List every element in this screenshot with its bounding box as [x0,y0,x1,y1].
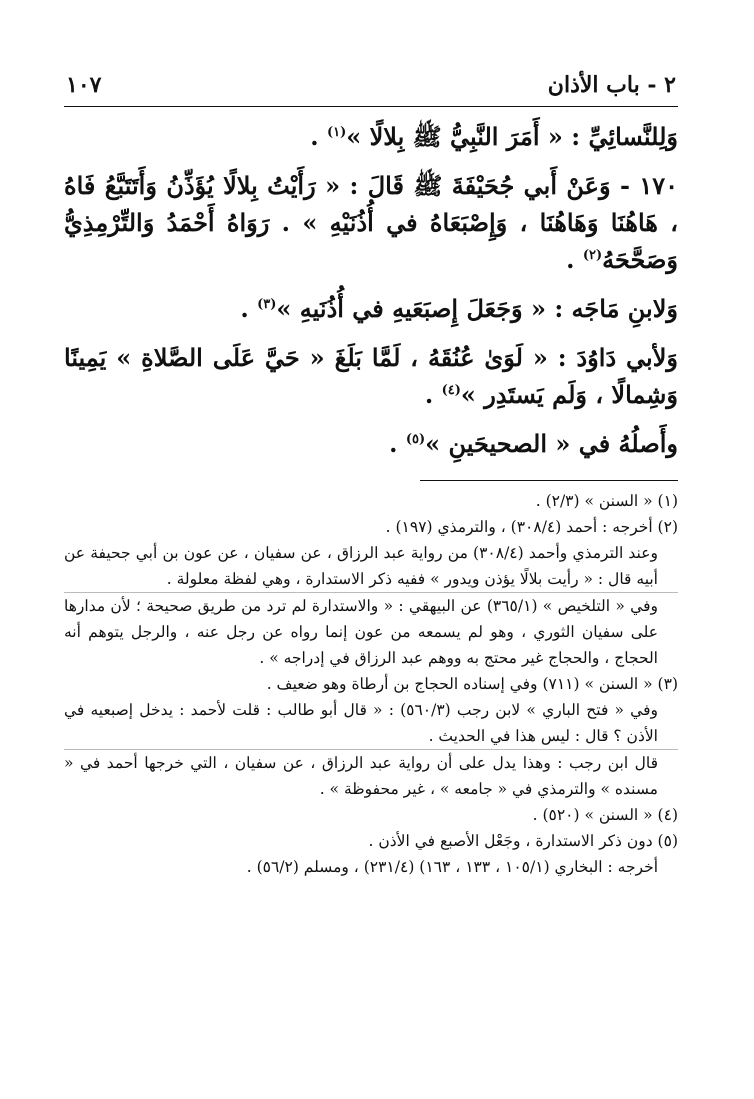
footnote-ref-3: (٣) [257,297,277,312]
hadith-170: ١٧٠ - وَعَنْ أَبي جُحَيْفَةَ ﷺ قَالَ : « رَأَيْتُ بِلالًا يُؤَذِّنُ وَأَتَتَبَّعُ فَاهُ ، هَاهُنَا وَهَاهُنَا ، وَإِصْبَعَاهُ في أُذُنَيْهِ » . رَوَاهُ أَحْمَدُ وَالتِّرْمِذِيُّ وَصَحَّحَهُ$^{(٢)}$ . [64,171,678,274]
chapter-title: ٢ - باب الأذان [547,72,676,98]
paragraph-nasai: وَلِلنَّسائِيِّ : « أَمَرَ النَّبِيُّ ﷺ بِلالًا »$^{(١)}$ . [310,122,678,151]
footnote-3: (٣) « السنن » (٧١١) وفي إسناده الحجاج بن أرطاة وهو ضعيف . [266,675,678,693]
footnote-3-continuation: وفي « فتح الباري » لابن رجب (٥٦٠/٣) : « قال أبو طالب : قلت لأحمد : يدخل إصبعيه في الأذن ؟ قال : ليس هذا في الحديث . [64,697,678,750]
footnote-divider [420,480,678,481]
paragraph-sahihayn: وأَصلُهُ في « الصحيحَينِ »$^{(٥)}$ . [389,429,678,458]
footnote-ref-1: (١) [326,125,347,140]
footnote-2: (٢) أخرجه : أحمد (٣٠٨/٤) ، والترمذي (١٩٧) . [385,518,678,536]
main-text [64,118,678,474]
footnote-2-continuation: وفي « التلخيص » (٣٦٥/١) عن البيهقي : « والاستدارة لم ترد من طريق صحيحة ؛ لأن مدارها على سفيان الثوري ، وهو لم يسمعه من عون إنما رواه عن رجل عنه ، والرجل يتوهم أنه الحجاج ، والحجاج غير محتج به ووهم عبد الرزاق في إدراجه » . [64,597,659,667]
footnote-2-continuation: وعند الترمذي وأحمد (٣٠٨/٤) من رواية عبد الرزاق ، عن سفيان ، عن عون بن أبي جحيفة عن أبيه قال : « رأيت بلالًا يؤذن ويدور » ففيه ذكر الاستدارة ، وهي لفظة معلولة . [64,540,678,593]
page-number: ١٠٧ [66,72,102,98]
footnote-ref-5: (٥) [405,432,426,447]
footnote-5-continuation: أخرجه : البخاري (١٠٥/١ ، ١٣٣ ، ١٦٣) (٢٣١/٤) ، ومسلم (٥٦/٢) . [246,858,658,876]
footnote-4: (٤) « السنن » (٥٢٠) . [532,806,678,824]
paragraph-abu-dawud: وَلأبي دَاوُدَ : « لَوَىٰ عُنُقَهُ ، لَمَّا بَلَغَ « حَيَّ عَلَى الصَّلاةِ » يَمِينًا وَشِمالًا ، وَلَم يَستَدِر »$^{(٤)}$ . [64,343,678,409]
paragraph-ibn-majah: وَلابنِ مَاجَه : « وَجَعَلَ إِصبَعَيهِ في أُذُنَيهِ »$^{(٣)}$ . [240,294,678,323]
footnote-1: (١) « السنن » (٢/٣) . [535,492,678,510]
page-header [64,70,678,107]
footnotes [64,488,678,880]
footnote-3-continuation: قال ابن رجب : وهذا يدل على أن رواية عبد الرزاق ، عن سفيان ، التي خرجها أحمد في « مسنده » والترمذي في « جامعه » ، غير محفوظة » . [64,754,658,798]
footnote-ref-4: (٤) [441,383,461,398]
footnote-5: (٥) دون ذكر الاستدارة ، وجَعْل الأصبع في الأذن . [368,832,678,850]
footnote-ref-2: (٢) [582,248,603,263]
